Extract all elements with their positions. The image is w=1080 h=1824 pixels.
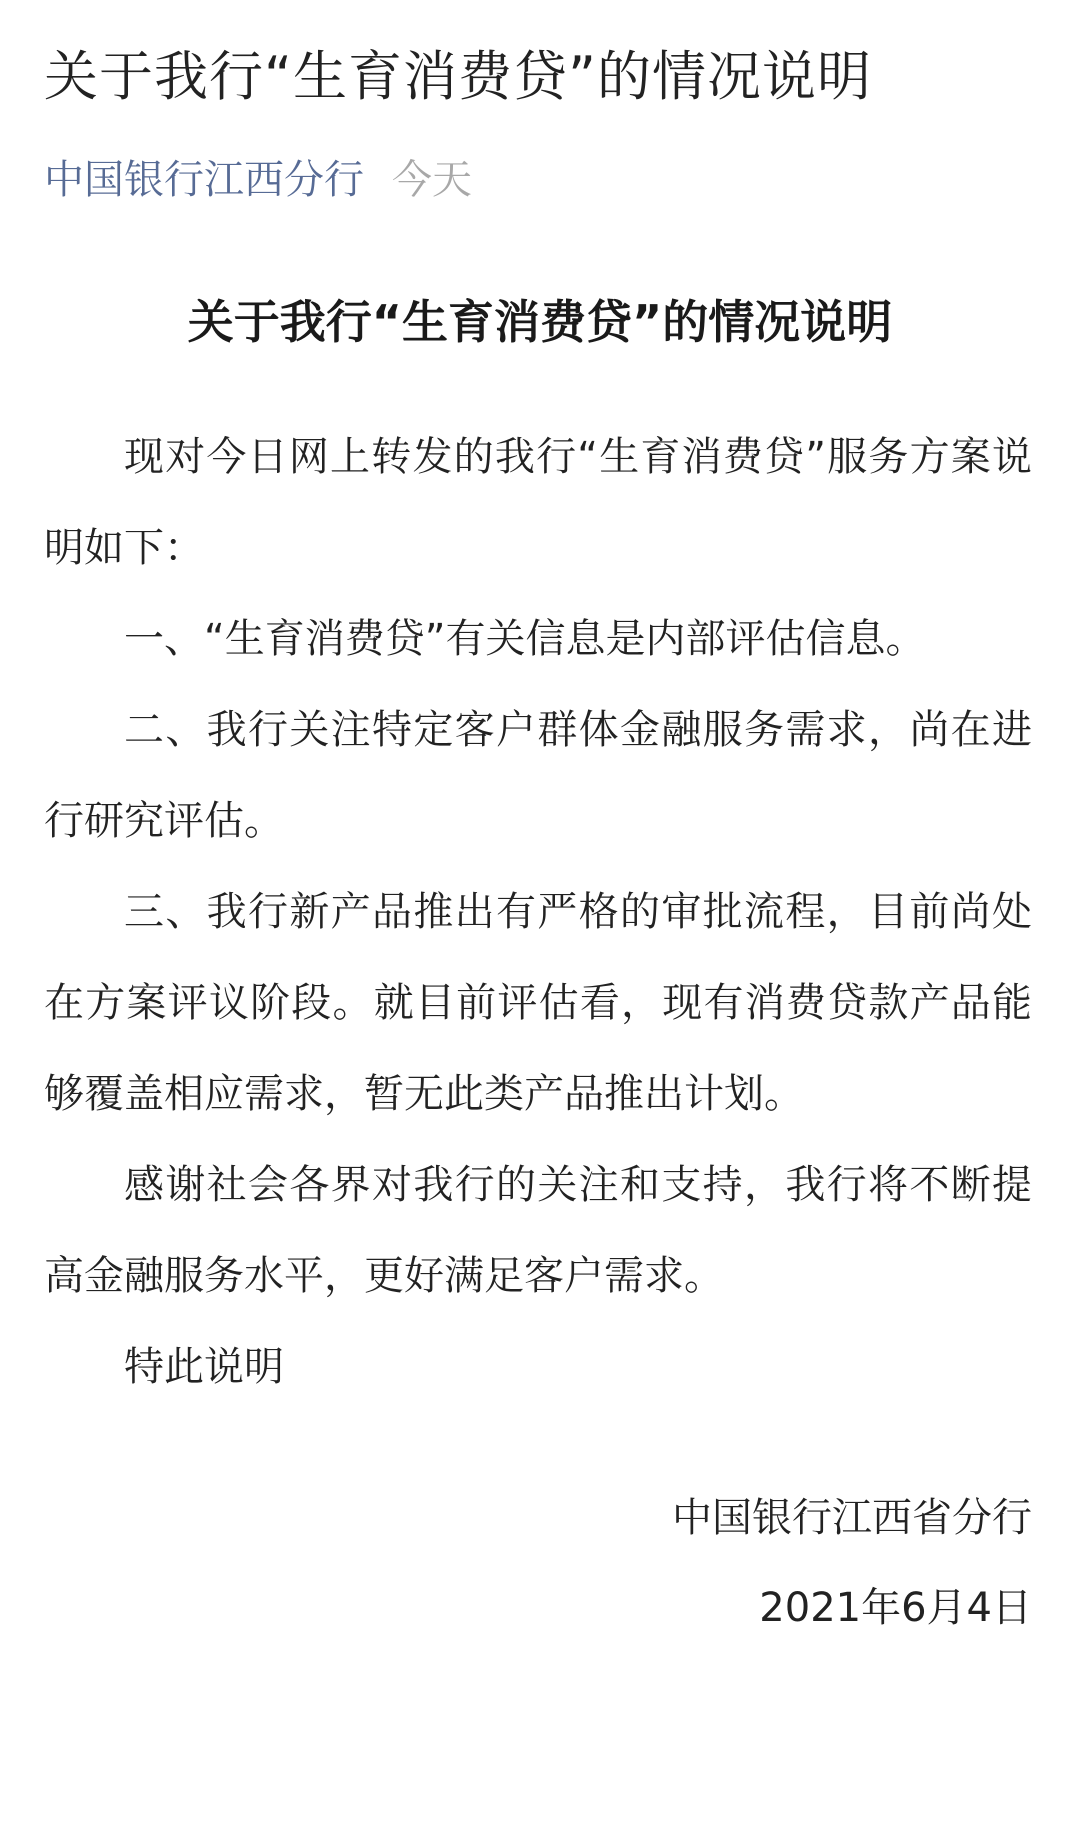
paragraph-point-2: 二、我行关注特定客户群体金融服务需求，尚在进行研究评估。 [44, 707, 1032, 844]
publish-time: 今天 [392, 157, 472, 203]
signature-date: 2021年6月4日 [759, 1585, 1032, 1631]
paragraph-thanks: 感谢社会各界对我行的关注和支持，我行将不断提高金融服务水平，更好满足客户需求。 [44, 1162, 1032, 1299]
article-meta [44, 152, 1036, 208]
paragraph-closing: 特此说明 [124, 1344, 284, 1390]
account-name-link[interactable]: 中国银行江西分行 [44, 157, 364, 203]
paragraph-intro: 现对今日网上转发的我行“生育消费贷”服务方案说明如下： [44, 434, 1032, 571]
article-body [44, 412, 1032, 1413]
paragraph-point-1: 一、“生育消费贷”有关信息是内部评估信息。 [124, 616, 926, 662]
paragraph-point-3: 三、我行新产品推出有严格的审批流程，目前尚处在方案评议阶段。就目前评估看，现有消费贷款产品能够覆盖相应需求，暂无此类产品推出计划。 [44, 889, 1032, 1117]
article-title: 关于我行“生育消费贷”的情况说明 [44, 45, 872, 108]
signature-block [44, 1473, 1032, 1653]
document-title: 关于我行“生育消费贷”的情况说明 [187, 295, 893, 349]
signature-organization: 中国银行江西省分行 [672, 1495, 1032, 1541]
